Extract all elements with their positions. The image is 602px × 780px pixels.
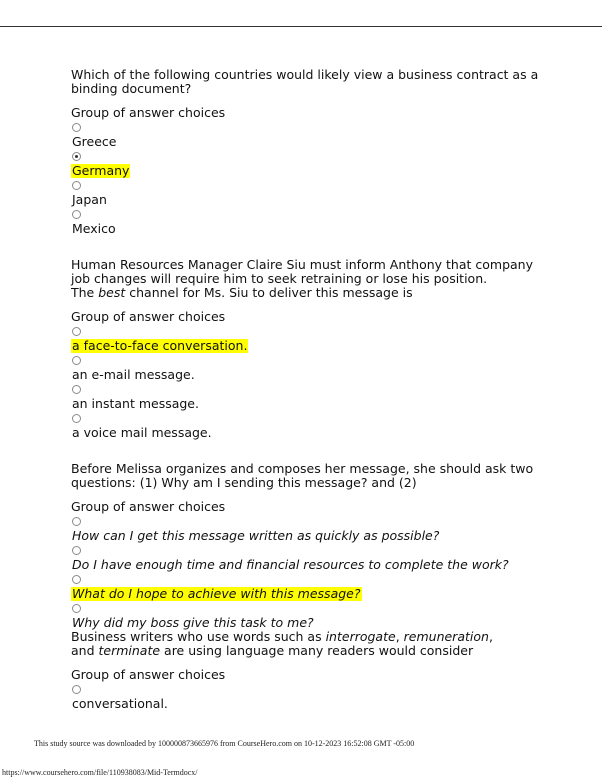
choice-label: a face-to-face conversation. xyxy=(72,338,248,353)
question-text: Human Resources Manager Claire Siu must inform Anthony that company job changes will require him to seek retraining or lose his position. xyxy=(71,257,533,286)
choice-label: Greece xyxy=(72,134,117,149)
choice-voice-mail[interactable] xyxy=(71,414,551,440)
radio-button[interactable] xyxy=(72,517,81,526)
choice-conversational[interactable] xyxy=(71,685,551,711)
url-footer[interactable]: https://www.coursehero.com/file/110938083/Mid-Termdocx/ xyxy=(2,768,198,777)
choice-label: Why did my boss give this task to me? xyxy=(72,615,314,630)
choice-face-to-face[interactable] xyxy=(71,327,551,353)
text-fragment: , xyxy=(395,629,404,644)
question-2 xyxy=(71,258,551,440)
text-fragment: are using language many readers would consider xyxy=(160,643,474,658)
choice-label: a voice mail message. xyxy=(72,425,212,440)
emphasis-text: remuneration xyxy=(403,629,489,644)
choice-label: Mexico xyxy=(72,221,116,236)
choice-japan[interactable] xyxy=(71,181,551,207)
top-divider xyxy=(0,26,602,27)
emphasis-text: best xyxy=(98,285,126,300)
text-fragment: Business writers who use words such as xyxy=(71,629,326,644)
choice-instant-message[interactable] xyxy=(71,385,551,411)
question-text-line1 xyxy=(71,630,551,644)
group-label: Group of answer choices xyxy=(71,667,226,682)
radio-button[interactable] xyxy=(72,356,81,365)
choice-germany[interactable] xyxy=(71,152,551,178)
choice-boss-task[interactable] xyxy=(71,604,551,630)
choice-hope-to-achieve[interactable] xyxy=(71,575,551,601)
choice-label: What do I hope to achieve with this message? xyxy=(72,586,361,601)
text-fragment: The xyxy=(71,285,99,300)
choice-greece[interactable] xyxy=(71,123,551,149)
radio-button[interactable] xyxy=(72,575,81,584)
choice-label: Japan xyxy=(72,192,107,207)
question-text-line2 xyxy=(71,644,551,658)
choice-mexico[interactable] xyxy=(71,210,551,236)
text-fragment: channel for Ms. Siu to deliver this message is xyxy=(125,285,413,300)
emphasis-text: interrogate xyxy=(325,629,396,644)
radio-button[interactable] xyxy=(72,327,81,336)
question-4 xyxy=(71,630,551,711)
radio-button[interactable] xyxy=(72,414,81,423)
quiz-content xyxy=(71,68,551,711)
group-label: Group of answer choices xyxy=(71,105,226,120)
question-3 xyxy=(71,462,551,630)
text-fragment: , xyxy=(488,629,493,644)
question-text: Which of the following countries would likely view a business contract as a binding document? xyxy=(71,67,539,96)
question-1 xyxy=(71,68,551,236)
radio-button[interactable] xyxy=(72,685,81,694)
choice-enough-time[interactable] xyxy=(71,546,551,572)
emphasis-text: terminate xyxy=(98,643,161,658)
radio-button[interactable] xyxy=(72,546,81,555)
choice-label: Germany xyxy=(72,163,130,178)
radio-button-checked[interactable] xyxy=(72,152,81,161)
choice-label: Do I have enough time and financial resources to complete the work? xyxy=(72,557,509,572)
choice-label: How can I get this message written as quickly as possible? xyxy=(72,528,440,543)
group-label: Group of answer choices xyxy=(71,499,226,514)
choice-email[interactable] xyxy=(71,356,551,382)
radio-button[interactable] xyxy=(72,123,81,132)
question-text: Before Melissa organizes and composes her message, she should ask two questions: (1) Why am I sending this message? and (2) xyxy=(71,461,534,490)
radio-button[interactable] xyxy=(72,181,81,190)
choice-label: conversational. xyxy=(72,696,168,711)
radio-button[interactable] xyxy=(72,385,81,394)
choice-label: an e-mail message. xyxy=(72,367,195,382)
source-footer: This study source was downloaded by 100000873665976 from CourseHero.com on 10-12-2023 16:52:08 GMT -05:00 xyxy=(34,739,415,748)
radio-button[interactable] xyxy=(72,604,81,613)
group-label: Group of answer choices xyxy=(71,309,226,324)
text-fragment: and xyxy=(71,643,99,658)
radio-button[interactable] xyxy=(72,210,81,219)
question-text-line2 xyxy=(71,286,551,300)
choice-written-quickly[interactable] xyxy=(71,517,551,543)
choice-label: an instant message. xyxy=(72,396,199,411)
